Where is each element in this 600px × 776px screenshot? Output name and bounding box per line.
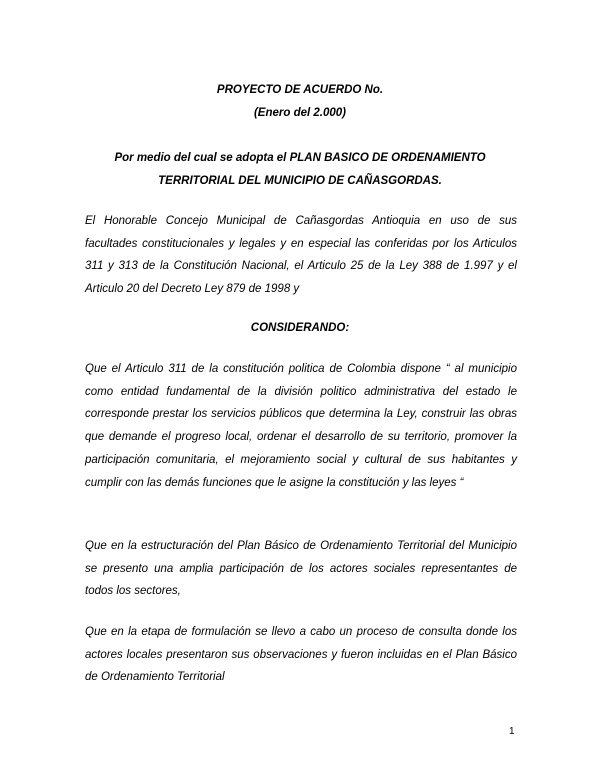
considerando-paragraph-3: Que en la etapa de formulación se llevo a cabo un proceso de consulta donde los actores locales presentaron sus observaciones y fueron incluidas en el Plan Básico de Ordenamiento Territorial <box>85 626 517 684</box>
page-number: 1 <box>509 726 515 737</box>
considerando-paragraph-1: Que el Articulo 311 de la constitución politica de Colombia dispone “ al municipio como entidad fundamental de la división politico administrativa del estado le corresponde prestar los servicios públicos que determina la Ley, construir las obras que demande el progreso local, ordenar el desarrollo de su territorio, promover la participación comunitaria, el mejoramiento social y cultural de sus habitantes y cumplir con las demás funciones que le asigne la constitución y las leyes “ <box>85 363 517 489</box>
document-subtitle-line-1: Por medio del cual se adopta el PLAN BASICO DE ORDENAMIENTO <box>114 152 486 164</box>
document-date: (Enero del 2.000) <box>253 107 347 119</box>
intro-paragraph: El Honorable Concejo Municipal de Cañasgordas Antioquia en uso de sus facultades constitucionales y legales y en especial las conferidas por los Articulos 311 y 313 de la Constitución Nacional, el Articulo 25 de la Ley 388 de 1.997 y el Articulo 20 del Decreto Ley 879 de 1998 y <box>85 215 517 296</box>
document-title: PROYECTO DE ACUERDO No. <box>216 84 384 96</box>
considerando-heading: CONSIDERANDO: <box>250 322 350 334</box>
considerando-paragraph-2: Que en la estructuración del Plan Básico de Ordenamiento Territorial del Municipio se presento una amplia participación de los actores sociales representantes de todos los sectores, <box>85 540 517 598</box>
document-subtitle-line-2: TERRITORIAL DEL MUNICIPIO DE CAÑASGORDAS. <box>158 175 442 187</box>
